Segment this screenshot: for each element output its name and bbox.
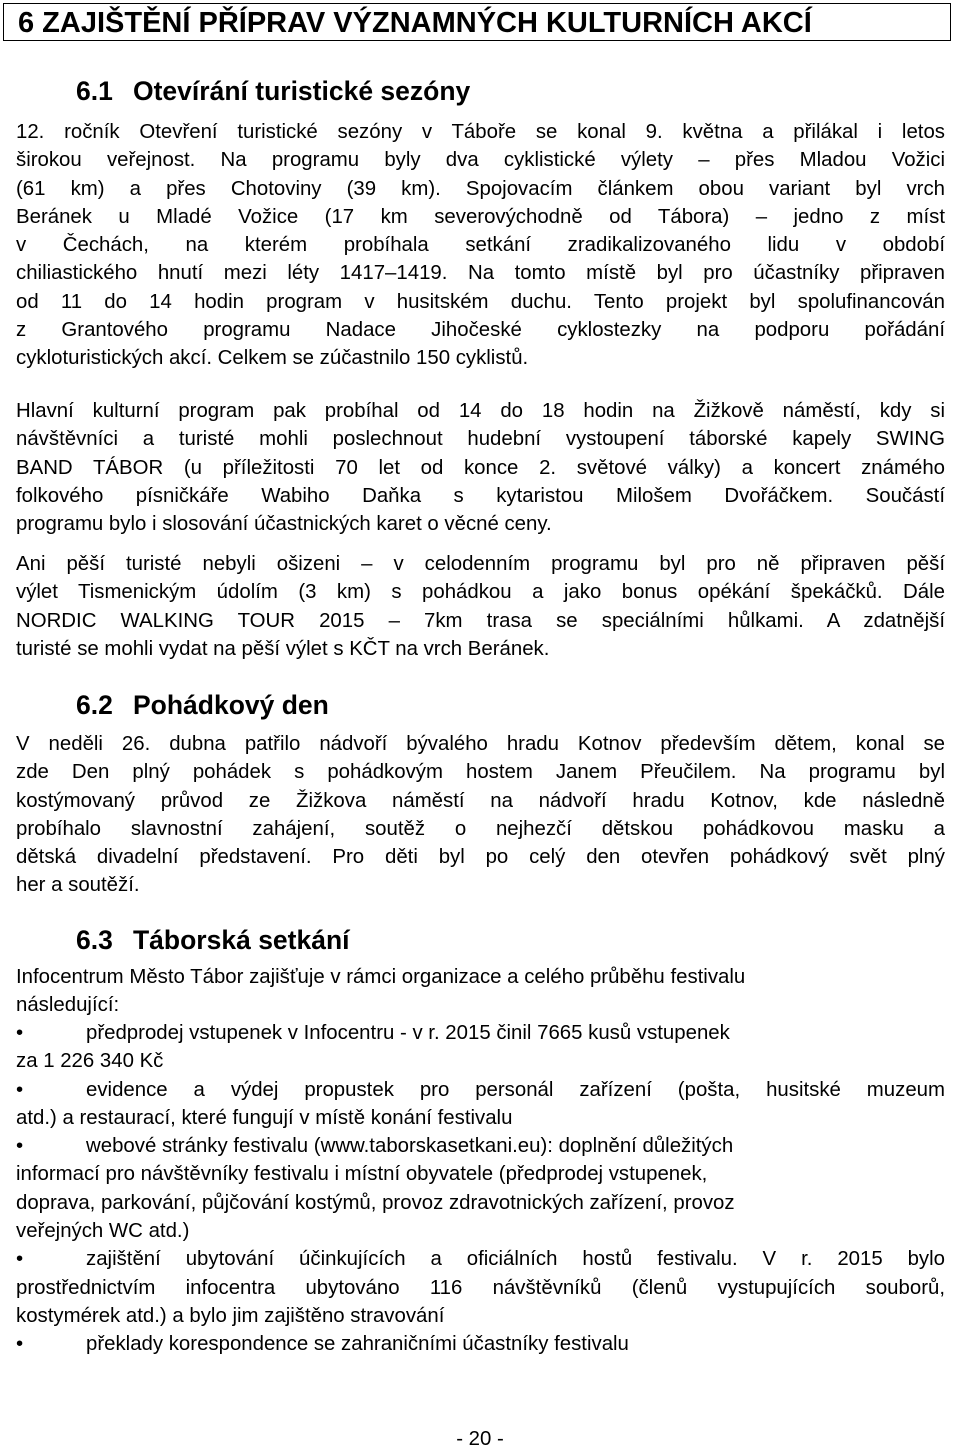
text-line: výlet Tismenickým údolím (3 km) s pohádkou a jako bonus opékání špekáčků. Dále [16, 581, 945, 604]
text-line: překlady korespondence se zahraničními účastníky festivalu [86, 1333, 629, 1356]
section-number: 6.2 [76, 690, 113, 720]
text-line: kostýmovaný průvod ze Žižkova náměstí na nádvoří hradu Kotnov, kde následně [16, 789, 945, 812]
section-heading-6-1 [76, 76, 470, 106]
list-item [16, 1019, 945, 1076]
list-item [16, 1245, 945, 1330]
text-line: návštěvníci a turisté mohli poslechnout hudební vystoupení táborské kapely SWING [16, 428, 945, 451]
bullet-icon: • [16, 1135, 24, 1158]
paragraph-walkers [16, 550, 945, 663]
text-line: informací pro návštěvníky festivalu i místní obyvatele (předprodej vstupenek, [16, 1163, 708, 1186]
chapter-heading-box [3, 3, 951, 41]
section-title: Pohádkový den [133, 690, 329, 720]
text-line: následující: [16, 994, 120, 1017]
section-number: 6.1 [76, 76, 113, 106]
text-line: za 1 226 340 Kč [16, 1050, 164, 1073]
paragraph-infocentre-intro [16, 963, 945, 1020]
text-line: probíhalo slavnostní zahájení, soutěž o nejhezčí dětskou pohádkovou masku a [16, 817, 945, 840]
list-item [16, 1132, 945, 1245]
text-line: Infocentrum Město Tábor zajišťuje v rámci organizace a celého průběhu festivalu [16, 966, 746, 988]
text-line: turisté se mohli vydat na pěší výlet s KČT na vrch Beránek. [16, 637, 550, 660]
text-line: Ani pěší turisté nebyli ošizeni – v celodenním programu byl pro ně připraven pěší [16, 553, 945, 575]
text-line: her a soutěží. [16, 874, 140, 897]
bullet-icon: • [16, 1022, 24, 1044]
text-line: předprodej vstupenek v Infocentru - v r. 2015 činil 7665 kusů vstupenek [86, 1022, 730, 1044]
section-number: 6.3 [76, 925, 113, 955]
text-line: doprava, parkování, půjčování kostýmů, provoz zdravotnických zařízení, provoz [16, 1191, 735, 1214]
text-line: v Čechách, na kterém probíhala setkání zradikalizovaného lidu v období [16, 234, 945, 257]
bullet-list [16, 1019, 945, 1359]
text-line: prostřednictvím infocentra ubytováno 116 návštěvníků (členů vystupujících souborů, [16, 1276, 945, 1299]
text-line: Beránek u Mladé Vožice (17 km severovýchodně od Tábora) – jedno z míst [16, 205, 945, 228]
text-line: zde Den plný pohádek s pohádkovým hostem Janem Přeučilem. Na programu byl [16, 761, 945, 784]
text-line: V neděli 26. dubna patřilo nádvoří bývalého hradu Kotnov především dětem, konal se [16, 733, 945, 755]
text-line: 12. ročník Otevření turistické sezóny v Táboře se konal 9. května a přilákal i letos [16, 121, 945, 143]
text-line: z Grantového programu Nadace Jihočeské cyklostezky na podporu pořádání [16, 319, 945, 342]
text-line: dětská divadelní představení. Pro děti byl po celý den otevřen pohádkový svět plný [16, 846, 945, 869]
paragraph-fairytale-day [16, 730, 945, 900]
text-line: kostymérek atd.) a bylo jim zajištěno stravování [16, 1304, 445, 1327]
text-line: atd.) a restaurací, které fungují v místě konání festivalu [16, 1106, 513, 1129]
text-line: webové stránky festivalu (www.taborskasetkani.eu): doplnění důležitých [86, 1135, 734, 1158]
text-line: programu bylo i slosování účastnických karet o věcné ceny. [16, 513, 552, 536]
text-line: (61 km) a přes Chotoviny (39 km). Spojovacím článkem obou variant byl vrch [16, 177, 945, 200]
section-title: Otevírání turistické sezóny [133, 76, 471, 106]
chapter-title: 6 ZAJIŠTĚNÍ PŘÍPRAV VÝZNAMNÝCH KULTURNÍCH AKCÍ [18, 7, 812, 39]
paragraph-main-program [16, 397, 945, 538]
list-item [16, 1330, 945, 1358]
text-line: folkového písničkáře Wabiho Daňka s kytaristou Milošem Dvořáčkem. Součástí [16, 484, 945, 507]
text-line: evidence a výdej propustek pro personál zařízení (pošta, husitské muzeum [86, 1078, 945, 1101]
text-line: širokou veřejnost. Na programu byly dva cyklistické výlety – přes Mladou Vožici [16, 149, 945, 172]
section-heading-6-2 [76, 690, 329, 720]
text-line: Hlavní kulturní program pak probíhal od 14 do 18 hodin na Žižkově náměstí, kdy si [16, 400, 945, 422]
text-line: chiliastického hnutí mezi léty 1417–1419. Na tomto místě byl pro účastníky připraven [16, 262, 945, 285]
bullet-icon: • [16, 1078, 24, 1101]
text-line: cykloturistických akcí. Celkem se zúčastnilo 150 cyklistů. [16, 347, 529, 370]
text-line: BAND TÁBOR (u příležitosti 70 let od konce 2. světové války) a koncert známého [16, 456, 945, 479]
text-line: od 11 do 14 hodin program v husitském duchu. Tento projekt byl spolufinancován [16, 290, 945, 313]
paragraph-cycling [16, 118, 945, 373]
section-title: Táborská setkání [133, 925, 350, 955]
list-item [16, 1076, 945, 1133]
page-number: - 20 - [456, 1428, 504, 1450]
text-line: veřejných WC atd.) [16, 1220, 190, 1243]
text-line: NORDIC WALKING TOUR 2015 – 7km trasa se speciálními hůlkami. A zdatnější [16, 609, 945, 632]
text-line: zajištění ubytování účinkujících a oficiálních hostů festivalu. V r. 2015 bylo [86, 1248, 945, 1271]
section-heading-6-3 [76, 925, 350, 955]
bullet-icon: • [16, 1248, 24, 1271]
bullet-icon: • [16, 1333, 24, 1356]
